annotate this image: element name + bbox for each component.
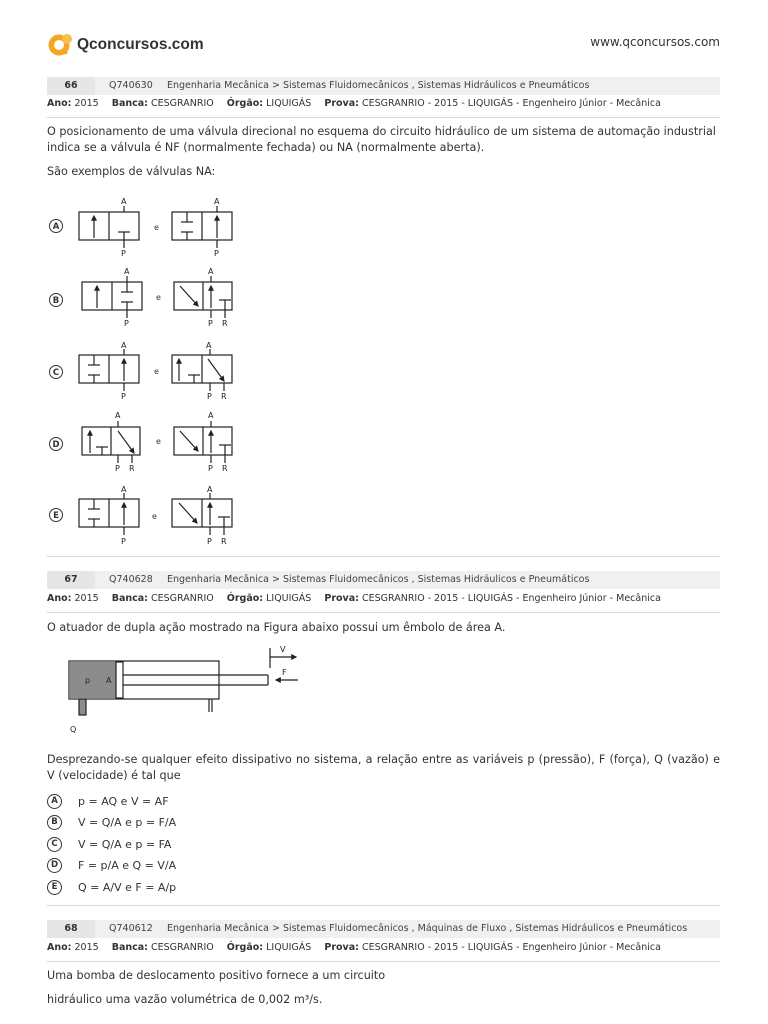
question-header-68 <box>47 920 720 938</box>
option-e-button[interactable]: E <box>47 880 62 895</box>
site-url[interactable]: www.qconcursos.com <box>590 35 720 49</box>
question-number: 68 <box>47 920 95 938</box>
port-label: A <box>207 485 213 494</box>
divider <box>47 961 720 962</box>
question-meta <box>47 942 661 953</box>
option-letter: B <box>52 296 60 306</box>
question-statement: O atuador de dupla ação mostrado na Figura abaixo possui um êmbolo de área A. <box>47 621 506 634</box>
site-logo[interactable] <box>47 30 204 60</box>
ano-value: 2015 <box>74 98 99 109</box>
question-id[interactable]: Q740612 <box>109 923 153 934</box>
banca-value: CESGRANRIO <box>151 98 214 109</box>
question-number: 66 <box>47 77 95 95</box>
velocity-label: V <box>280 645 286 654</box>
banca-value: CESGRANRIO <box>151 942 214 953</box>
port-label: P <box>121 249 126 258</box>
question-header-67 <box>47 571 720 589</box>
prova-label: Prova: <box>324 942 359 953</box>
ano-label: Ano: <box>47 942 72 953</box>
question-meta <box>47 593 661 604</box>
option-letter: D <box>52 440 60 450</box>
actuator-figure <box>66 640 316 740</box>
orgao-label: Órgão: <box>226 593 264 604</box>
question-statement-2: hidráulico uma vazão volumétrica de 0,002 m³/s. <box>47 993 323 1006</box>
option-b-button[interactable]: B <box>47 815 62 830</box>
orgao-value: LIQUIGÁS <box>266 593 312 604</box>
prova-label: Prova: <box>324 593 359 604</box>
port-label: A <box>121 197 127 206</box>
port-label: R <box>129 464 135 473</box>
port-label: A <box>121 485 127 494</box>
question-statement: O posicionamento de uma válvula direcional no esquema do circuito hidráulico de um sistema de automação industrial indica se a válvula é NF (normalmente fechada) ou NA (normalmente aberta). <box>47 125 716 154</box>
question-category[interactable]: Engenharia Mecânica > Sistemas Fluidomecânicos , Sistemas Hidráulicos e Pneumáticos <box>167 574 590 585</box>
port-label: A <box>121 341 127 350</box>
port-label: R <box>221 392 227 401</box>
area-label: A <box>106 676 112 685</box>
option-b-text: V = Q/A e p = F/A <box>78 816 177 829</box>
port-label: P <box>124 319 129 328</box>
port-label: P <box>121 392 126 401</box>
option-conj: e <box>154 367 159 376</box>
question-header-66 <box>47 77 720 95</box>
option-letter: A <box>52 222 60 232</box>
divider <box>47 612 720 613</box>
port-label: P <box>208 464 213 473</box>
question-meta <box>47 98 661 109</box>
banca-value: CESGRANRIO <box>151 593 214 604</box>
question-statement: Uma bomba de deslocamento positivo fornece a um circuito <box>47 969 386 982</box>
port-label: A <box>206 341 212 350</box>
prova-value: CESGRANRIO - 2015 - LIQUIGÁS - Engenheiro Júnior - Mecânica <box>361 593 661 604</box>
option-e-text: Q = A/V e F = A/p <box>78 881 177 894</box>
option-d-text: F = p/A e Q = V/A <box>78 859 177 872</box>
option-letter: C <box>52 368 60 378</box>
valve-options-figure <box>44 192 264 552</box>
logo-icon <box>47 32 73 58</box>
force-label: F <box>282 668 287 677</box>
option-c-text: V = Q/A e p = FA <box>78 838 172 851</box>
prova-label: Prova: <box>324 98 359 109</box>
option-conj: e <box>152 512 157 521</box>
option-d-button[interactable]: D <box>47 858 62 873</box>
option-c-button[interactable]: C <box>47 837 62 852</box>
divider <box>47 117 720 118</box>
port-label: R <box>221 537 227 546</box>
port-label: A <box>208 267 214 276</box>
port-label: P <box>207 392 212 401</box>
option-conj: e <box>154 223 159 232</box>
divider <box>47 905 720 906</box>
banca-label: Banca: <box>111 942 148 953</box>
orgao-label: Órgão: <box>226 98 264 109</box>
brand-name: Qconcursos.com <box>77 36 204 53</box>
question-statement-2: São exemplos de válvulas NA: <box>47 165 216 178</box>
port-label: A <box>115 411 121 420</box>
orgao-value: LIQUIGÁS <box>266 942 312 953</box>
ano-value: 2015 <box>74 942 99 953</box>
option-letter: E <box>53 511 59 521</box>
question-category[interactable]: Engenharia Mecânica > Sistemas Fluidomecânicos , Sistemas Hidráulicos e Pneumáticos <box>167 80 590 91</box>
banca-label: Banca: <box>111 593 148 604</box>
ano-label: Ano: <box>47 98 72 109</box>
port-label: P <box>207 537 212 546</box>
option-a-text: p = AQ e V = AF <box>78 795 169 808</box>
question-statement-2: Desprezando-se qualquer efeito dissipativo no sistema, a relação entre as variáveis p (pressão), F (força), Q (vazão) e V (velocidade) é tal que <box>47 753 720 782</box>
port-label: A <box>208 411 214 420</box>
question-id[interactable]: Q740630 <box>109 80 153 91</box>
banca-label: Banca: <box>111 98 148 109</box>
option-a-button[interactable]: A <box>47 794 62 809</box>
orgao-value: LIQUIGÁS <box>266 98 312 109</box>
pressure-label: p <box>85 676 91 685</box>
port-label: A <box>124 267 130 276</box>
orgao-label: Órgão: <box>226 942 264 953</box>
question-category[interactable]: Engenharia Mecânica > Sistemas Fluidomecânicos , Máquinas de Fluxo , Sistemas Hidráulicos e Pneumáticos <box>167 923 688 934</box>
port-label: P <box>208 319 213 328</box>
prova-value: CESGRANRIO - 2015 - LIQUIGÁS - Engenheiro Júnior - Mecânica <box>361 98 661 109</box>
port-label: R <box>222 464 228 473</box>
flow-label: Q <box>70 725 77 734</box>
question-id[interactable]: Q740628 <box>109 574 153 585</box>
port-label: A <box>214 197 220 206</box>
ano-value: 2015 <box>74 593 99 604</box>
port-label: R <box>222 319 228 328</box>
prova-value: CESGRANRIO - 2015 - LIQUIGÁS - Engenheiro Júnior - Mecânica <box>361 942 661 953</box>
port-label: P <box>214 249 219 258</box>
port-label: P <box>121 537 126 546</box>
ano-label: Ano: <box>47 593 72 604</box>
option-conj: e <box>156 293 161 302</box>
divider <box>47 556 720 557</box>
question-number: 67 <box>47 571 95 589</box>
port-label: P <box>115 464 120 473</box>
option-conj: e <box>156 437 161 446</box>
